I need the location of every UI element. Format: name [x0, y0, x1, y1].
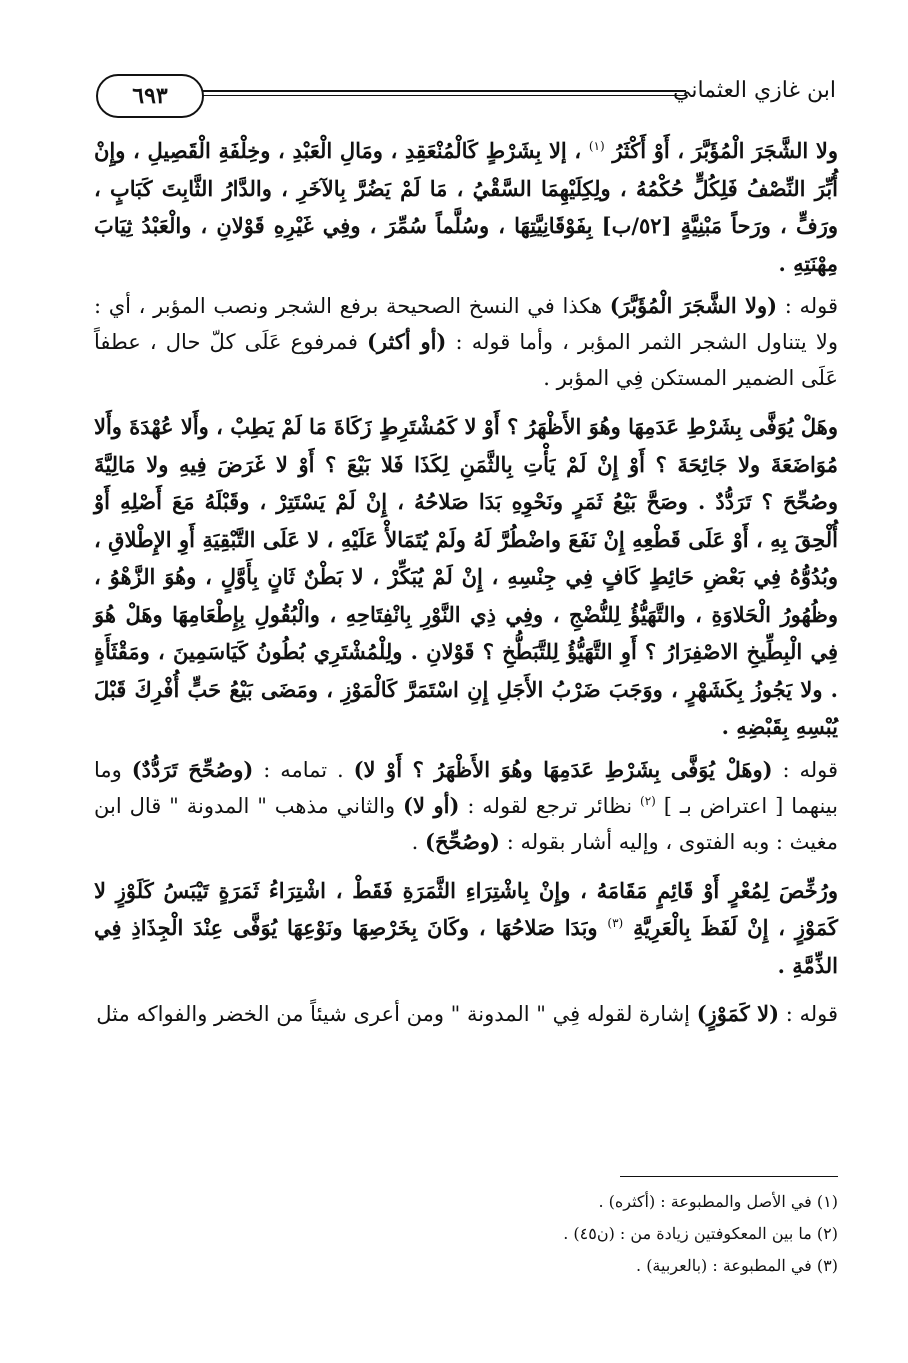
footnote-2: (٢) ما بين المعكوفتين زيادة من : (ن٤٥) .	[563, 1224, 838, 1243]
matn-paragraph-2: وهَلْ يُوَفَّى بِشَرْطِ عَدَمِهَا وهُوَ الأَظْهَرُ ؟ أَوْ لا كَمُشْتَرِطٍ زَكَاةَ مَا لَمْ يَطِبْ ، وأَلا عُهْدَةَ وأَلا مُوَاضَعَةَ ولا جَائِحَةَ ؟ أَوْ إِنْ لَمْ يَأْتِ بِالثَّمَنِ لِكَذَا فَلا بَيْعَ ؟ أَوْ لا غَرَضَ فِيهِ ولا مَالِيَّةَ وصُحِّحَ ؟ تَرَدُّدٌ . وصَحَّ بَيْعُ ثَمَرٍ ونَحْوِهِ بَدَا صَلاحُهُ ، إِنْ لَمْ يَسْتَتِرْ ، وقَبْلَهُ مَعَ أَصْلِهِ أَوْ أُلْحِقَ بِهِ ، أَوْ عَلَى قَطْعِهِ إِنْ نَفَعَ واضْطُرَّ لَهُ ولَمْ يُتَمَالأْ عَلَيْهِ ، لا عَلَى التَّبْقِيَةِ أَوِ الإِطْلاقِ ، وبُدُوُّهُ فِي بَعْضِ حَائِطٍ كَافٍ فِي جِنْسِهِ ، إِنْ لَمْ يُبَكِّرْ ، لا بَطْنٌ ثَانٍ بِأَوَّلٍ ، وهُوَ الزَّهْوُ ، وظُهُورُ الْحَلاوَةِ ، والتَّهَيُّؤُ لِلنُّضْجِ ، وفِي ذِي النَّوْرِ بِانْفِتَاحِهِ ، والْبُقُولِ بِإِطْعَامِهَا وهَلْ هُوَ فِي الْبِطِّيخِ الاصْفِرَارُ ؟ أَوِ التَّهَيُّؤُ لِلتَّبَطُّخِ ؟ قَوْلانِ . ولِلْمُشْتَرِي بُطُونُ كَيَاسَمِينَ ، ومَقْثَأَةٍ . ولا يَجُوزُ بِكَشَهْرٍ ، ووَجَبَ ضَرْبُ الأَجَلِ إِنِ اسْتَمَرَّ كَالْمَوْزِ ، ومَضَى بَيْعُ حَبٍّ أُفْرِكَ قَبْلَ يُبْسِهِ بِقَبْضِهِ .	[94, 414, 838, 739]
page-header	[96, 72, 836, 120]
quoted-lemma: (وهَلْ يُوَفَّى بِشَرْطِ عَدَمِهَا وهُوَ الأَظْهَرُ ؟ أَوْ لا)	[353, 756, 773, 782]
running-title: ابن غازي العثماني	[673, 78, 836, 103]
quoted-lemma: (أو أكثر)	[367, 329, 447, 354]
footnote-rule	[620, 1176, 838, 1177]
footnotes	[178, 1186, 838, 1282]
footnote-ref-3: (٣)	[607, 916, 624, 930]
quoted-lemma: (وصُحِّحَ تَرَدُّدٌ)	[131, 756, 254, 782]
commentary-paragraph-2: قوله : (وهَلْ يُوَفَّى بِشَرْطِ عَدَمِهَا وهُوَ الأَظْهَرُ ؟ أَوْ لا) . تمامه : (وصُحِّحَ تَرَدُّدٌ) وما بينهما [ اعتراض بـ ] $^{(٢)}$ نظائر ترجع لقوله : (أو لا) والثاني مذهب " المدونة " قال ابن مغيث : وبه الفتوى ، وإليه أشار بقوله : (وصُحِّحَ) .	[94, 756, 838, 854]
quoted-lemma: (وصُحِّحَ)	[425, 828, 500, 854]
matn-paragraph-1: ولا الشَّجَرَ الْمُؤَبَّرَ ، أَوْ أَكْثَرُ $^{(١)}$ ، إلا بِشَرْطٍ كَالْمُنْعَقِدِ ، ومَالِ الْعَبْدِ ، وخِلْفَةِ الْقَصِيلِ ، وإِنْ أُبِّرَ النِّصْفُ فَلِكُلٍّ حُكْمُهُ ، ولِكِلَيْهِمَا السَّقْيُ ، مَا لَمْ يَضُرَّ بِالآخَرِ ، والدَّارُ الثَّابِتَ كَبَابٍ ، ورَفٍّ ، ورَحاً مَبْنِيَّةٍ [٥٢/ب] بِفَوْقَانِيَّتِهَا ، وسُلَّماً سُمِّرَ ، وفِي غَيْرِهِ قَوْلانِ ، والْعَبْدُ ثِيَابَ مِهْنَتِهِ .	[94, 138, 838, 276]
page-number: ٦٩٣	[96, 74, 204, 118]
body-text	[94, 132, 838, 1032]
quoted-lemma: (أو لا)	[403, 792, 460, 818]
quoted-lemma: (لا كَمَوْزٍ)	[696, 1001, 780, 1026]
footnote-ref-1: (١)	[588, 139, 605, 153]
quoted-lemma: (ولا الشَّجَرَ الْمُؤَبَّرَ)	[609, 293, 778, 318]
commentary-paragraph-1: قوله : (ولا الشَّجَرَ الْمُؤَبَّرَ) هكذا في النسخ الصحيحة برفع الشجر ونصب المؤبر ، أي : ولا يتناول الشجر الثمر المؤبر ، وأما قوله : (أو أكثر) فمرفوع عَلَى كلّ حال ، عطفاً عَلَى الضمير المستكن فِي المؤبر .	[94, 293, 838, 390]
footnote-1: (١) في الأصل والمطبوعة : (أكثره) .	[598, 1192, 838, 1211]
footnote-3: (٣) في المطبوعة : (بالعربية) .	[636, 1256, 838, 1275]
footnote-ref-2: (٢)	[640, 793, 656, 808]
matn-paragraph-3: ورُخِّصَ لِمُعْرٍ أَوْ قَائِمٍ مَقَامَهُ ، وإِنْ بِاشْتِرَاءِ الثَّمَرَةِ فَقَطْ ، اشْتِرَاءُ ثَمَرَةٍ تَيْبَسُ كَلَوْزٍ لا كَمَوْزٍ ، إِنْ لَفَظَ بِالْعَرِيَّةِ $^{(٣)}$ وبَدَا صَلاحُهَا ، وكَانَ بِخَرْصِهَا ونَوْعِهَا يُوَفَّى عِنْدَ الْجِذَاذِ فِي الذِّمَّةِ .	[94, 877, 839, 978]
commentary-paragraph-3: قوله : (لا كَمَوْزٍ) إشارة لقوله فِي " المدونة " ومن أعرى شيئاً من الخضر والفواكه مثل	[96, 1001, 838, 1026]
header-rule	[202, 90, 686, 96]
